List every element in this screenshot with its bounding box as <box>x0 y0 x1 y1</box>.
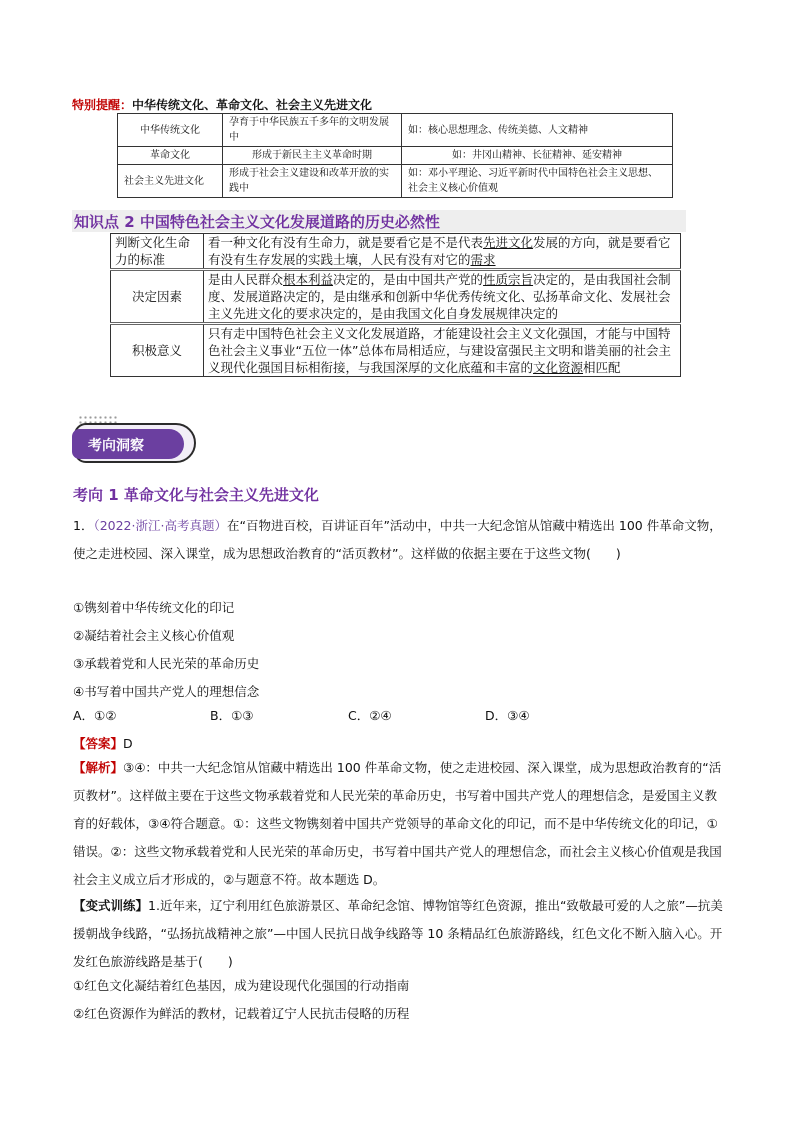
underlined-term: 根本利益 <box>283 272 334 287</box>
answer-value: D <box>123 736 133 751</box>
table-cell: 中华传统文化 <box>118 114 223 147</box>
question-option: ④书写着中国共产党人的理想信念 <box>73 684 260 699</box>
row-content-standard <box>204 234 681 270</box>
table-cell: 革命文化 <box>118 147 223 165</box>
table-cell: 孕育于中华民族五千多年的文明发展中 <box>223 114 402 147</box>
table-row <box>111 270 681 324</box>
badge-label: 考向洞察 <box>88 438 144 454</box>
question-stem <box>73 512 723 568</box>
table-cell: 如：井冈山精神、长征精神、延安精神 <box>402 147 673 165</box>
culture-types-table <box>117 113 673 198</box>
table-row <box>111 234 681 270</box>
text-segment: 相匹配 <box>583 360 621 375</box>
table-row <box>111 324 681 377</box>
row-content-significance <box>204 324 681 377</box>
choice-b: B．①③ <box>210 708 254 723</box>
question-text: 在“百物进百校，百讲证百年”活动中，中共一大纪念馆从馆藏中精选出 100 件革命文物，使之走进校园、深入课堂，成为思想政治教育的“活页教材”。这样做的依据主要在于这些文物( ) <box>73 518 722 561</box>
answer-choices <box>73 706 723 726</box>
knowledge-point-title: 知识点 2 中国特色社会主义文化发展道路的历史必然性 <box>74 213 440 231</box>
table-row <box>118 165 673 198</box>
table-row <box>118 114 673 147</box>
table-row <box>118 147 673 165</box>
text-segment: 只有走中国特色社会主义文化发展道路，才能建设社会主义文化强国，才能与中国特色社会主义事业“五位一体”总体布局相适应，与建设富强民主文明和谐美丽的社会主义现代化强国目标相衔接，与我国深厚的文化底蕴和丰富的 <box>208 326 671 375</box>
text-segment: 决定的，是由中国共产党的 <box>333 272 484 287</box>
choice-a: A．①② <box>73 708 117 723</box>
variant-label: 【变式训练】 <box>73 898 149 913</box>
special-note-label: 特别提醒： <box>72 98 133 112</box>
question-number: 1． <box>73 518 94 533</box>
answer-line <box>73 734 133 752</box>
underlined-term: 先进文化 <box>483 235 534 250</box>
analysis-text: ③④：中共一大纪念馆从馆藏中精选出 100 件革命文物，使之走进校园、深入课堂，成为思想政治教育的“活页教材”。这样做主要在于这些文物承载着党和人民光荣的革命历史，书写着中国共产党人的理想信念，是爱国主义教育的好载体，③④符合题意。①：这些文物镌刻着中国共产党领导的革命文化的印记，而不是中华传统文化的印记，①错误。②：这些文物承载着党和人民光荣的革命历史，书写着中国共产党人的理想信念，而社会主义核心价值观是我国社会主义成立后才形成的，②与题意不符。故本题选 D。 <box>73 760 722 887</box>
underlined-term: 性质宗旨 <box>483 272 534 287</box>
variant-option: ①红色文化凝结着红色基因，成为建设现代化强国的行动指南 <box>73 978 410 993</box>
underlined-term: 文化资源 <box>533 360 584 375</box>
table-cell: 形成于新民主主义革命时期 <box>223 147 402 165</box>
analysis-paragraph <box>73 754 725 894</box>
text-segment: 决定的，是由我国社会制度、发展道路决定的，是由继承和创新中华优秀传统文化、弘扬革命文化、发展社会主义先进文化的要求决定的，是由我国文化自身发展规律决定的 <box>208 272 671 321</box>
choice-d: D．③④ <box>485 708 530 723</box>
row-label-factors: 决定因素 <box>111 270 204 324</box>
section-badge <box>68 413 198 471</box>
variant-text: 1.近年来，辽宁利用红色旅游景区、革命纪念馆、博物馆等红色资源，推出“致敬最可爱的人之旅”—抗美援朝战争线路，“弘扬抗战精神之旅”—中国人民抗日战争线路等 10 条精品红色旅游路线，红色文化不断入脑入心。开发红色旅游线路是基于( ) <box>73 898 723 969</box>
question-source: （2022·浙江·高考真题） <box>93 518 227 533</box>
table-cell: 如：核心思想理念、传统美德、人文精神 <box>402 114 673 147</box>
cultural-path-table <box>110 233 681 377</box>
text-segment: 发展的方向，就是要看它有没有生存发展的实践土壤，人民有没有对它的 <box>208 235 671 267</box>
table-cell: 社会主义先进文化 <box>118 165 223 198</box>
row-label-standard: 判断文化生命力的标准 <box>111 234 204 270</box>
choice-c: C．②④ <box>348 708 392 723</box>
table-cell: 如：邓小平理论、习近平新时代中国特色社会主义思想、社会主义核心价值观 <box>402 165 673 198</box>
table-cell: 形成于社会主义建设和改革开放的实践中 <box>223 165 402 198</box>
question-option: ②凝结着社会主义核心价值观 <box>73 628 235 643</box>
special-note-heading <box>72 96 372 113</box>
question-option: ③承载着党和人民光荣的革命历史 <box>73 656 260 671</box>
question-option: ①镌刻着中华传统文化的印记 <box>73 600 235 615</box>
variant-training <box>73 892 725 976</box>
variant-option: ②红色资源作为鲜活的教材，记载着辽宁人民抗击侵略的历程 <box>73 1006 410 1021</box>
text-segment: 是由人民群众 <box>208 272 284 287</box>
answer-label: 【答案】 <box>73 736 124 751</box>
row-label-significance: 积极意义 <box>111 324 204 377</box>
special-note-text: 中华传统文化、革命文化、社会主义先进文化 <box>132 98 373 112</box>
text-segment: 看一种文化有没有生命力，就是要看它是不是代表 <box>208 235 484 250</box>
underlined-term: 需求 <box>470 252 496 267</box>
direction-heading: 考向 1 革命文化与社会主义先进文化 <box>73 486 319 504</box>
row-content-factors <box>204 270 681 324</box>
knowledge-point-heading <box>72 210 686 232</box>
analysis-label: 【解析】 <box>73 760 124 775</box>
